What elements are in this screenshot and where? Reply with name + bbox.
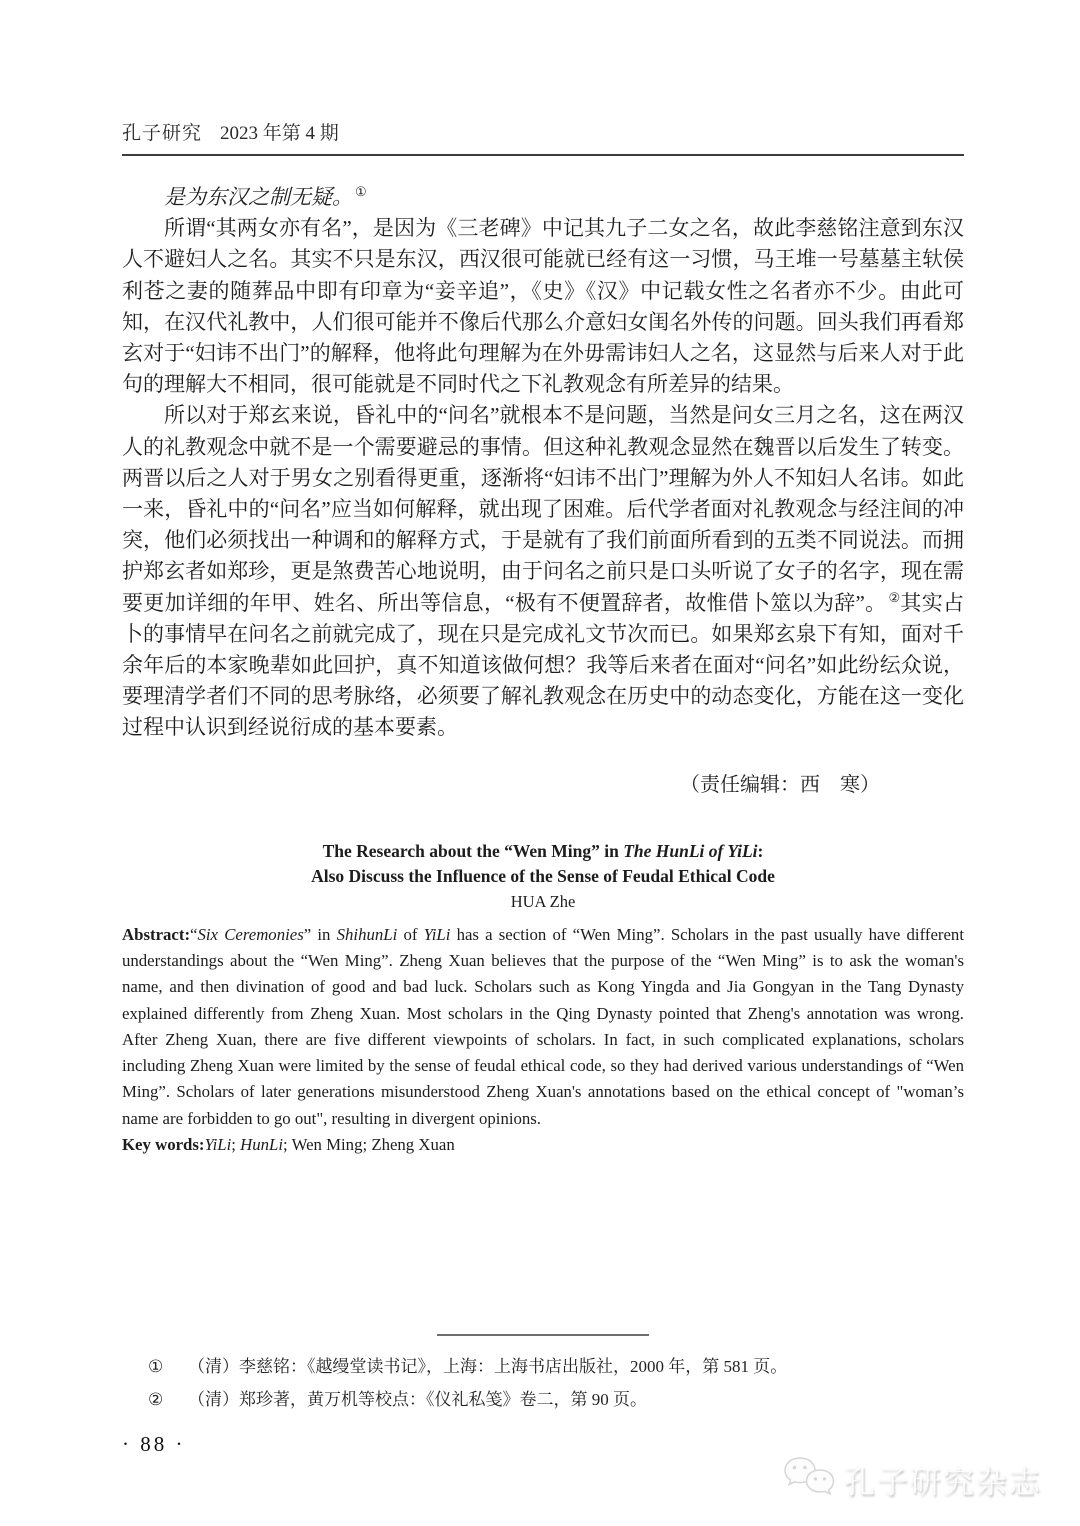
article-body <box>122 182 964 744</box>
title-suffix: : <box>757 840 764 861</box>
journal-watermark <box>782 1454 1042 1504</box>
english-abstract <box>122 922 964 1132</box>
keyword-separator: ; <box>231 1135 241 1155</box>
abstract-italic-shihunli: ShihunLi <box>336 924 398 944</box>
quote-text: 是为东汉之制无疑。 <box>164 185 353 209</box>
keywords-label: Key words: <box>122 1135 205 1155</box>
footnote-ref-1: ① <box>355 184 367 199</box>
paragraph-2-part-b: 其实占卜的事情早在问名之前就完成了，现在只是完成礼文节次而已。如果郑玄泉下有知，面对千余年后的本家晚辈如此回护，真不知道该做何想？我等后来者在面对“问名”如此纷纭众说，要理清学者们不同的思考脉络，必须要了解礼教观念在历史中的动态变化，方能在这一变化过程中认识到经说衍成的基本要素。 <box>122 590 965 740</box>
editor-credit: （责任编辑：西 寒） <box>680 773 880 796</box>
english-title-line-2: Also Discuss the Influence of the Sense of Feudal Ethical Code <box>311 865 775 886</box>
footnote-ref-2: ② <box>888 589 901 605</box>
abstract-mid-1: ” in <box>303 924 337 944</box>
journal-title: 孔子研究 <box>122 123 203 144</box>
paragraph-2 <box>122 400 964 743</box>
paragraph-1: 所谓“其两女亦有名”，是因为《三老碑》中记其九子二女之名，故此李慈铭注意到东汉人不避妇人之名。其实不只是东汉，西汉很可能就已经有这一习惯，马王堆一号墓墓主轪侯利苍之妻的随葬品中即有印章为“妾辛追”，《史》《汉》中记载女性之名者亦不少。由此可知，在汉代礼教中，人们很可能并不像后代那么介意妇女闺名外传的问题。回头我们再看郑玄对于“妇讳不出门”的解释，他将此句理解为在外毋需讳妇人之名，这显然与后来人对于此句的理解大不相同，很可能就是不同时代之下礼教观念有所差异的结果。 <box>122 216 964 397</box>
abstract-italic-six-ceremonies: Six Ceremonies <box>197 924 304 944</box>
quote-continuation-line <box>122 182 964 213</box>
footnote-divider <box>437 1334 649 1336</box>
title-prefix: The Research about the “Wen Ming” in <box>322 840 624 861</box>
footnote-1 <box>148 1350 964 1383</box>
issue-label: 2023 年第 4 期 <box>220 123 339 144</box>
abstract-open-quote: “ <box>190 924 198 944</box>
keywords-line <box>122 1132 964 1158</box>
abstract-mid-2: of <box>397 924 424 944</box>
author-name: HUA Zhe <box>510 891 576 911</box>
keyword-yili: YiLi <box>204 1135 232 1155</box>
page-number: · 88 · <box>122 1432 186 1457</box>
title-italic-book-name: The HunLi of YiLi <box>623 840 758 861</box>
abstract-italic-yili: YiLi <box>423 924 451 944</box>
wechat-logo-icon <box>782 1454 836 1504</box>
footnote-1-text: （清）李慈铭：《越缦堂读书记》，上海：上海书店出版社，2000 年，第 581 页。 <box>188 1357 788 1377</box>
paragraph-2-part-a: 所以对于郑玄来说，昏礼中的“问名”就根本不是问题，当然是问女三月之名，这在两汉人的礼教观念中就不是一个需要避忌的事情。但这种礼教观念显然在魏晋以后发生了转变。两晋以后之人对于男女之别看得更重，逐渐将“妇讳不出门”理解为外人不知妇人名讳。如此一来，昏礼中的“问名”应当如何解释，就出现了困难。后代学者面对礼教观念与经注间的冲突，他们必须找出一种调和的解释方式，于是就有了我们前面所看到的五类不同说法。而拥护郑玄者如郑珍，更是煞费苦心地说明，由于问名之前只是口头听说了女子的名字，现在需要更加详细的年甲、姓名、所出等信息，“极有不便置辞者，故惟借卜筮以为辞”。 <box>122 403 964 615</box>
running-header <box>122 118 964 156</box>
footnote-2 <box>148 1383 964 1416</box>
english-title <box>122 839 964 889</box>
footnotes-block <box>122 1350 964 1416</box>
english-title-line-1 <box>122 839 964 864</box>
keyword-hunli: HunLi <box>240 1135 284 1155</box>
abstract-label: Abstract: <box>122 924 191 944</box>
footnote-2-text: （清）郑珍著，黄万机等校点：《仪礼私笺》卷二，第 90 页。 <box>188 1390 647 1410</box>
abstract-body-text: has a section of “Wen Ming”. Scholars in the past usually have different understandings about the “Wen Ming”. Zheng Xuan believes that the purpose of the “Wen Ming” is to ask the woman's name, and then divination of good and bad luck. Scholars such as Kong Yingda and Jia Gongyan in the Tang Dynasty explained differently from Zheng Xuan. Most scholars in the Qing Dynasty pointed that Zheng's annotation was wrong. After Zheng Xuan, there are five different viewpoints of scholars. In fact, in such complicated explanations, scholars including Zheng Xuan were limited by the sense of feudal ethical code, so they had derived various understandings of “Wen Ming”. Scholars of later generations misunderstood Zheng Xuan's annotations based on the ethical concept of "woman’s name are forbidden to go out", resulting in divergent opinions. <box>122 924 964 1128</box>
watermark-label: 孔子研究杂志 <box>844 1464 1042 1500</box>
keywords-rest: ; Wen Ming; Zheng Xuan <box>283 1135 455 1155</box>
footnote-1-marker: ① <box>148 1357 164 1377</box>
footnote-2-marker: ② <box>148 1390 164 1410</box>
